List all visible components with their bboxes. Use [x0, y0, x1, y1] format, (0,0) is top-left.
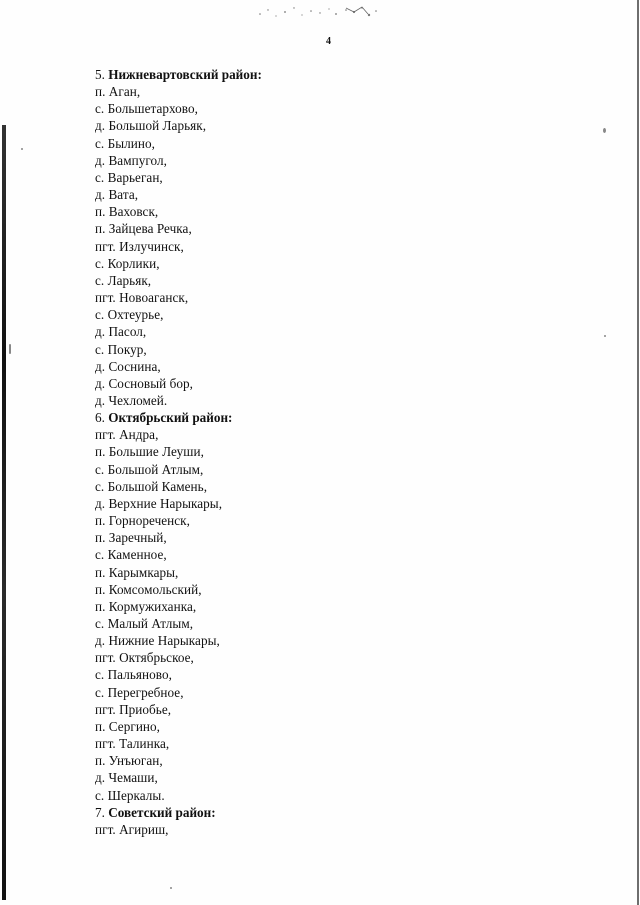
- section-7: [95, 804, 525, 838]
- list-item: п. Комсомольский,: [95, 581, 202, 597]
- list-item: д. Сосновый бор,: [95, 375, 193, 391]
- list-item: д. Вата,: [95, 187, 139, 203]
- list-item: д. Верхние Нарыкары,: [95, 495, 223, 511]
- list-item: п. Унъюган,: [95, 753, 163, 769]
- section-6: [95, 409, 525, 804]
- section-title: [95, 804, 525, 821]
- list-item: с. Охтеурье,: [95, 307, 164, 323]
- list-item: пгт. Излучинск,: [95, 238, 184, 254]
- list-item: д. Нижние Нарыкары,: [95, 633, 220, 649]
- list-item: пгт. Новоаганск,: [95, 290, 189, 306]
- scan-edge-left: [2, 125, 6, 900]
- list-item: с. Перегребное,: [95, 684, 184, 700]
- list-item: д. Соснина,: [95, 358, 161, 374]
- list-item: п. Карымкары,: [95, 564, 179, 580]
- scan-edge-right: [637, 0, 639, 905]
- section-heading: Нижневартовский район:: [108, 67, 262, 82]
- list-item: с. Покур,: [95, 341, 147, 357]
- list-item: п. Аган,: [95, 84, 141, 100]
- list-item: пгт. Приобье,: [95, 701, 172, 717]
- document-body: [95, 66, 525, 838]
- list-item: пгт. Октябрьское,: [95, 650, 194, 666]
- section-number: 5.: [95, 67, 105, 82]
- list-item: с. Былино,: [95, 135, 155, 151]
- list-item: с. Корлики,: [95, 255, 160, 271]
- section-title: [95, 66, 525, 83]
- list-item: д. Вампугол,: [95, 152, 167, 168]
- scan-noise-top: [250, 0, 390, 26]
- list-item: п. Кормужиханка,: [95, 598, 197, 614]
- section-number: 7.: [95, 804, 105, 820]
- list-item: с. Большой Камень,: [95, 478, 208, 494]
- list-item: с. Ларьяк,: [95, 272, 152, 288]
- page-number: 4: [326, 36, 331, 47]
- section-number: 6.: [95, 410, 105, 426]
- scan-speck: [9, 344, 11, 354]
- section-heading: Советский район:: [108, 804, 216, 820]
- list-item: с. Большой Атлым,: [95, 461, 204, 477]
- scan-speck: [604, 335, 606, 337]
- list-item: п. Сергино,: [95, 718, 161, 734]
- list-item: п. Ваховск,: [95, 204, 159, 220]
- scan-speck: [603, 128, 606, 133]
- section-title: [95, 409, 525, 426]
- list-item: д. Пасол,: [95, 324, 147, 340]
- list-item: п. Зайцева Речка,: [95, 221, 192, 237]
- section-5: [95, 66, 525, 409]
- list-item: с. Шеркалы.: [95, 787, 165, 803]
- list-item: п. Большие Леуши,: [95, 444, 204, 460]
- list-item: пгт. Талинка,: [95, 736, 170, 752]
- list-item: пгт. Андра,: [95, 427, 159, 443]
- list-item: с. Пальяново,: [95, 667, 172, 683]
- list-item: д. Большой Ларьяк,: [95, 118, 207, 134]
- scan-speck: [170, 887, 172, 889]
- list-item: д. Чемаши,: [95, 770, 158, 786]
- list-item: с. Большетархово,: [95, 101, 198, 117]
- list-item: с. Каменное,: [95, 547, 167, 563]
- section-heading: Октябрьский район:: [108, 410, 233, 426]
- list-item: с. Малый Атлым,: [95, 616, 194, 631]
- list-item: д. Чехломей.: [95, 392, 168, 408]
- scan-speck: [21, 148, 23, 150]
- list-item: с. Варьеган,: [95, 169, 163, 185]
- list-item: п. Горнореченск,: [95, 513, 190, 529]
- list-item: п. Заречный,: [95, 530, 167, 546]
- list-item: пгт. Агириш,: [95, 821, 169, 837]
